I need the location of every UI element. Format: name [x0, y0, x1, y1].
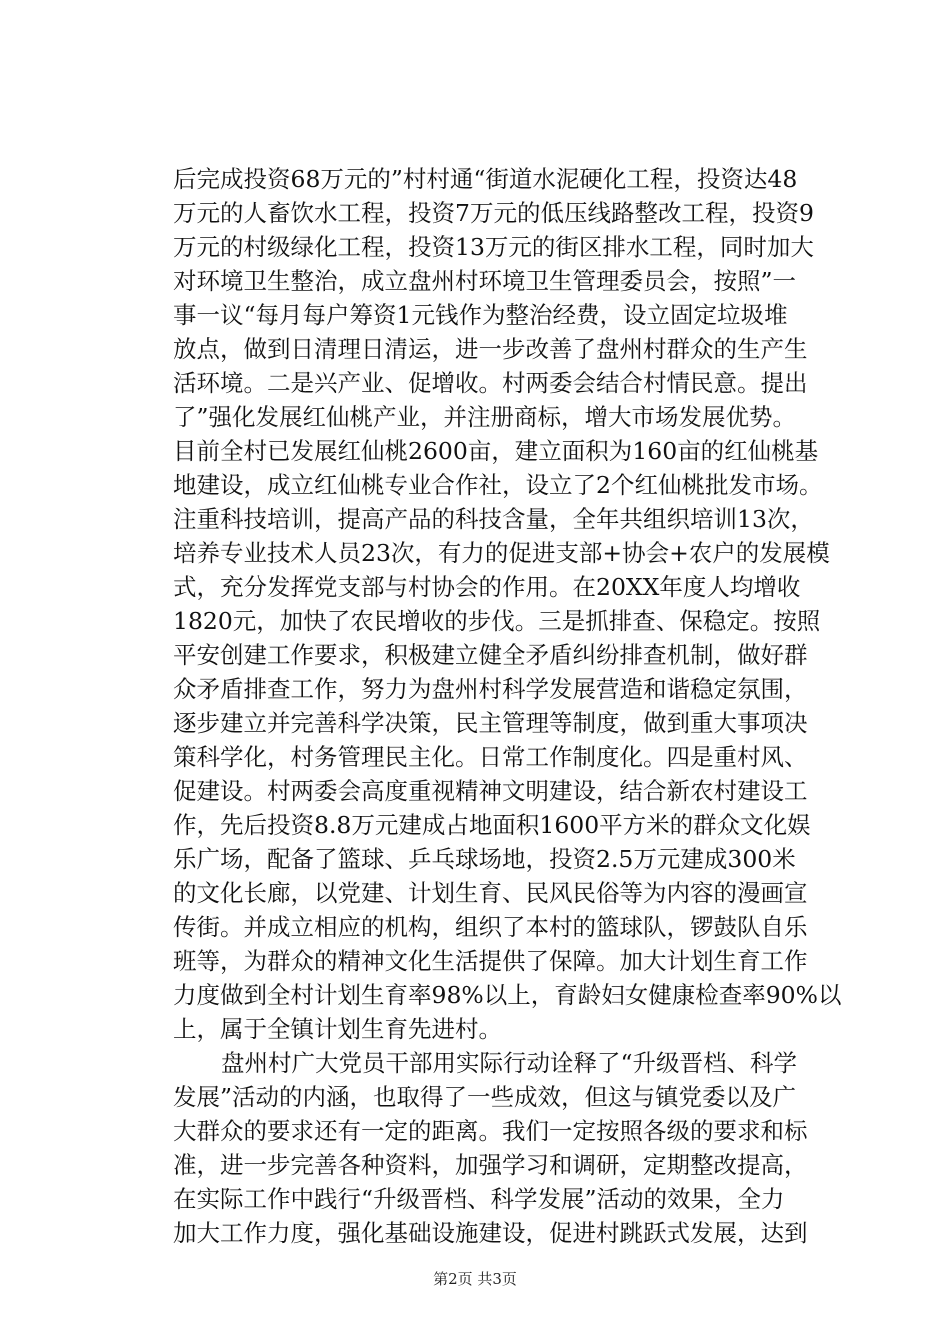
text-line: 力度做到全村计划生育率98%以上，育龄妇女健康检查率90%以 [173, 981, 842, 1009]
text-line: 众矛盾排查工作，努力为盘州村科学发展营造和谐稳定氛围， [173, 675, 808, 703]
text-line: 盘州村广大党员干部用实际行动诠释了“升级晋档、科学 [221, 1049, 798, 1077]
text-line: 平安创建工作要求，积极建立健全矛盾纠纷排查机制，做好群 [173, 641, 808, 669]
text-line: 的文化长廊，以党建、计划生育、民风民俗等为内容的漫画宣 [173, 879, 808, 907]
page-footer [0, 1268, 950, 1289]
text-line: 式，充分发挥党支部与村协会的作用。在20XX年度人均增收 [173, 573, 801, 601]
text-line: 乐广场，配备了篮球、乒乓球场地，投资2.5万元建成300米 [173, 845, 796, 873]
text-line: 策科学化，村务管理民主化。日常工作制度化。四是重村风、 [173, 743, 808, 771]
text-line: 加大工作力度，强化基础设施建设，促进村跳跃式发展，达到 [173, 1219, 808, 1247]
paragraph-2 [173, 1046, 808, 1250]
text-line: 目前全村已发展红仙桃2600亩，建立面积为160亩的红仙桃基 [173, 437, 819, 465]
text-line: 上，属于全镇计划生育先进村。 [173, 1015, 502, 1043]
text-line: 万元的村级绿化工程，投资13万元的街区排水工程，同时加大 [173, 233, 814, 261]
text-line: 了”强化发展红仙桃产业，并注册商标，增大市场发展优势。 [173, 403, 797, 431]
document-body [173, 162, 842, 1250]
text-line: 培养专业技术人员23次，有力的促进支部+协会+农户的发展模 [173, 539, 830, 567]
text-line: 注重科技培训，提高产品的科技含量，全年共组织培训13次， [173, 505, 814, 533]
text-line: 地建设，成立红仙桃专业合作社，设立了2个红仙桃批发市场。 [173, 471, 823, 499]
text-line: 促建设。村两委会高度重视精神文明建设，结合新农村建设工 [173, 777, 808, 805]
text-line: 事一议“每月每户筹资1元钱作为整治经费，设立固定垃圾堆 [173, 301, 788, 329]
text-line: 活环境。二是兴产业、促增收。村两委会结合村情民意。提出 [173, 369, 808, 397]
text-line: 大群众的要求还有一定的距离。我们一定按照各级的要求和标 [173, 1117, 808, 1145]
text-line: 万元的人畜饮水工程，投资7万元的低压线路整改工程，投资9 [173, 199, 814, 227]
text-line: 准，进一步完善各种资料，加强学习和调研，定期整改提高， [173, 1151, 808, 1179]
paragraph-1 [173, 162, 842, 1046]
text-line: 发展”活动的内涵，也取得了一些成效，但这与镇党委以及广 [173, 1083, 797, 1111]
text-line: 在实际工作中践行“升级晋档、科学发展”活动的效果，全力 [173, 1185, 785, 1213]
text-line: 作，先后投资8.8万元建成占地面积1600平方米的群众文化娱 [173, 811, 811, 839]
page-number-label: 第2页 共3页 [433, 1270, 517, 1288]
text-line: 放点，做到日清理日清运，进一步改善了盘州村群众的生产生 [173, 335, 808, 363]
text-line: 后完成投资68万元的”村村通“街道水泥硬化工程，投资达48 [173, 165, 798, 193]
text-line: 传街。并成立相应的机构，组织了本村的篮球队，锣鼓队自乐 [173, 913, 808, 941]
text-line: 逐步建立并完善科学决策，民主管理等制度，做到重大事项决 [173, 709, 808, 737]
text-line: 对环境卫生整治，成立盘州村环境卫生管理委员会，按照”一 [173, 267, 797, 295]
text-line: 班等，为群众的精神文化生活提供了保障。加大计划生育工作 [173, 947, 808, 975]
text-line: 1820元，加快了农民增收的步伐。三是抓排查、保稳定。按照 [173, 607, 821, 635]
